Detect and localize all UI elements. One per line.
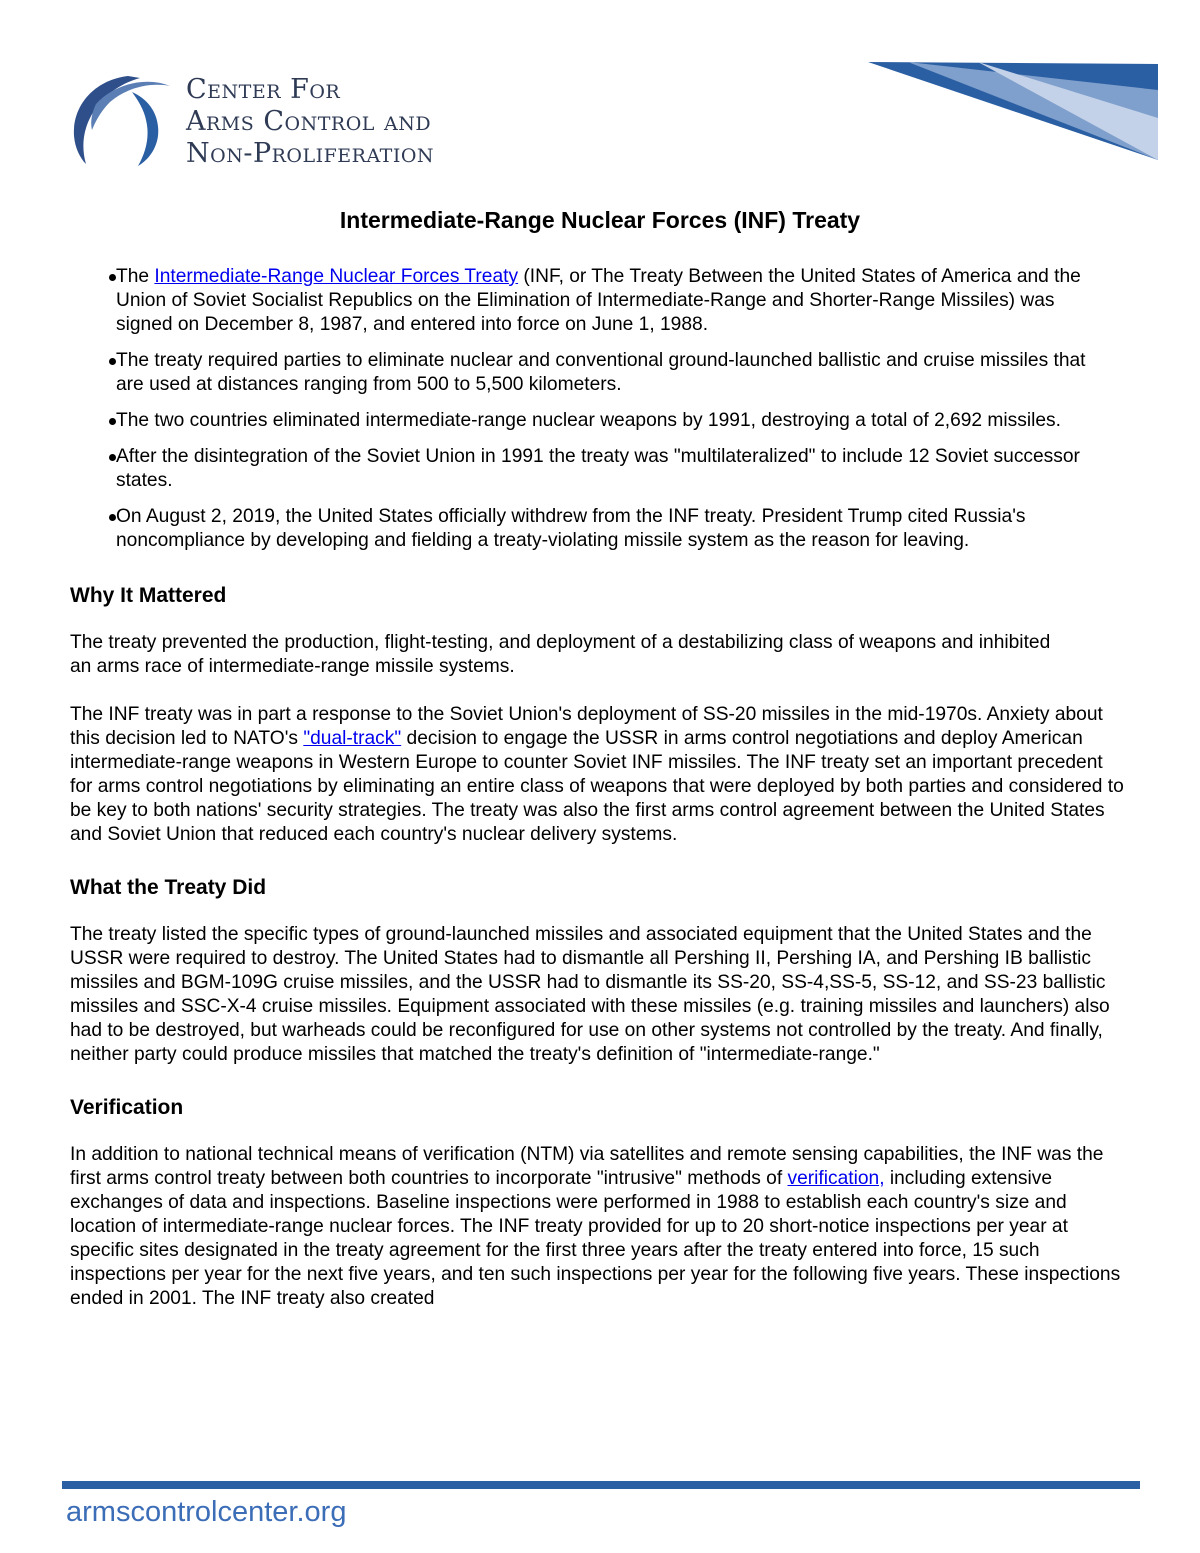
bullet-icon: [109, 274, 116, 281]
dual-track-link[interactable]: "dual-track": [303, 728, 402, 749]
bullet-icon: [109, 358, 116, 365]
footer-divider: [62, 1481, 1140, 1489]
verification-link[interactable]: verification,: [787, 1168, 885, 1189]
inf-treaty-link[interactable]: Intermediate-Range Nuclear Forces Treaty: [154, 266, 519, 287]
verification-post: including extensive exchanges of data and inspections. Baseline inspections were performed in 1988 to establish each country's size and location of intermediate-range nuclear forces. The INF treaty provided for up to 20 short-notice inspections per year at specific sites designated in the treaty agreement for the first three years after the treaty entered into force, 15 such inspections per year for the next five years, and ten such inspections per year for the following five years. These inspections ended in 2001. The INF treaty also created: [70, 1168, 1121, 1309]
list-item: [70, 505, 1096, 553]
bullet-text-pre: The: [116, 266, 155, 287]
bullet-icon: [109, 418, 116, 425]
org-name-line3: Non-Proliferation: [186, 138, 435, 169]
list-item: [70, 349, 1096, 397]
bullet-text: After the disintegration of the Soviet Union in 1991 the treaty was "multilateralized" to include 12 Soviet successor states.: [116, 446, 1080, 491]
why-p2-pre: The INF treaty was in part a response to the Soviet Union's deployment of SS-20 missiles in the mid-1970s. Anxiety about this decision led to NATO's: [70, 704, 1103, 749]
did-paragraph-1: The treaty listed the specific types of ground-launched missiles and associated equipment that the United States and the USSR were required to destroy. The United States had to dismantle all Pershing II, Pershing IA, and Pershing IB ballistic missiles and BGM-109G cruise missiles, and the USSR had to dismantle its SS-20, SS-4,SS-5, SS-12, and SS-23 ballistic missiles and SSC-X-4 cruise missiles. Equipment associated with these missiles (e.g. training missiles and launchers) also had to be destroyed, but warheads could be reconfigured for use on other systems not controlled by the treaty. And finally, neither party could produce missiles that matched the treaty's definition of "intermediate-range.": [70, 924, 1110, 1065]
bullet-text: On August 2, 2019, the United States officially withdrew from the INF treaty. President Trump cited Russia's noncompliance by developing and fielding a treaty-violating missile system as the reason for leaving.: [116, 506, 1026, 551]
verification-heading: Verification: [70, 1096, 184, 1119]
why-it-mattered-heading: Why It Mattered: [70, 584, 227, 607]
footer-website[interactable]: armscontrolcenter.org: [66, 1496, 347, 1528]
why-p2-post: decision to engage the USSR in arms control negotiations and deploy American intermediate-range weapons in Western Europe to counter Soviet INF missiles. The INF treaty set an important precedent for arms control negotiations by eliminating an entire class of weapons that were deployed by both parties and considered to be key to both nations' security strategies. The treaty was also the first arms control agreement between the United States and Soviet Union that reduced each country's nuclear delivery systems.: [70, 728, 1124, 845]
arc-emblem-icon: [66, 70, 176, 166]
list-item: [70, 265, 1096, 337]
verification-paragraph-1: [70, 1143, 1130, 1311]
bullet-text-post: (INF, or The Treaty Between the United States of America and the Union of Soviet Socialist Republics on the Elimination of Intermediate-Range and Shorter-Range Missiles) was signed on December 8, 1987, and entered into force on June 1, 1988.: [116, 266, 1081, 335]
document-body: [70, 265, 1130, 1311]
bullet-text: The two countries eliminated intermediate-range nuclear weapons by 1991, destroying a total of 2,692 missiles.: [116, 410, 1061, 431]
org-name-line2: Arms Control and: [186, 106, 432, 137]
header-swoosh-graphic: [868, 60, 1158, 160]
bullet-icon: [109, 454, 116, 461]
why-paragraph-1: The treaty prevented the production, flight-testing, and deployment of a destabilizing class of weapons and inhibited an arms race of intermediate-range missile systems.: [70, 632, 1051, 677]
org-name: [186, 74, 434, 170]
verification-pre: In addition to national technical means of verification (NTM) via satellites and remote sensing capabilities, the INF was the first arms control treaty between both countries to incorporate "intrusive" methods of: [70, 1144, 1104, 1189]
summary-bullets: [70, 265, 1130, 553]
bullet-icon: [109, 514, 116, 521]
bullet-text: The treaty required parties to eliminate nuclear and conventional ground-launched ballistic and cruise missiles that are used at distances ranging from 500 to 5,500 kilometers.: [116, 350, 1086, 395]
list-item: [70, 409, 1096, 433]
list-item: [70, 445, 1096, 493]
page-title: Intermediate-Range Nuclear Forces (INF) Treaty: [339, 207, 861, 233]
what-treaty-did-heading: What the Treaty Did: [70, 876, 267, 899]
org-name-line1: Center For: [186, 74, 341, 105]
why-paragraph-2: [70, 703, 1130, 847]
